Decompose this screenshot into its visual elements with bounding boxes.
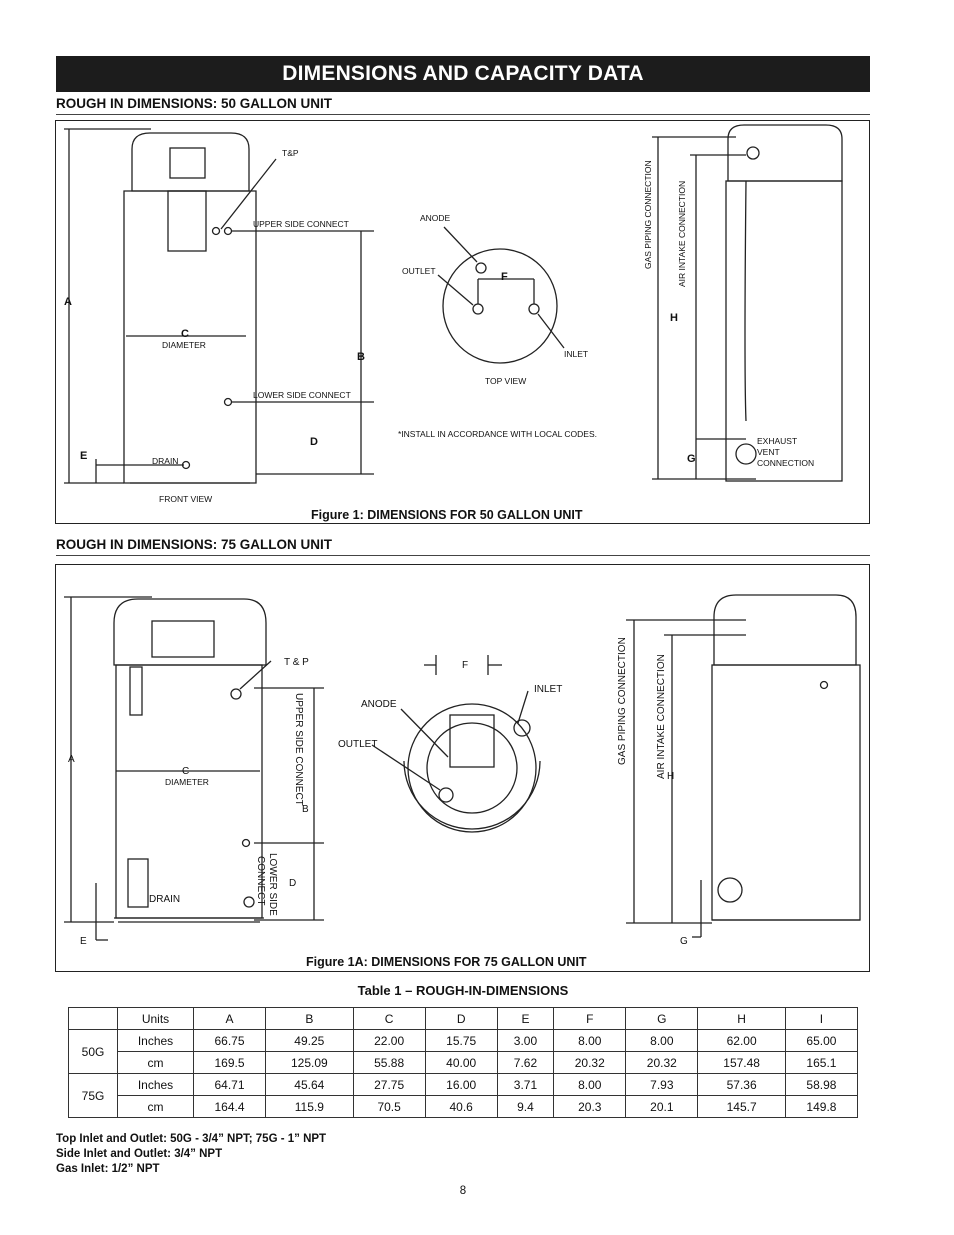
table-cell: 3.00	[497, 1030, 554, 1052]
figure-1a-drawing	[56, 565, 871, 973]
table-cell: 40.00	[425, 1052, 497, 1074]
table-cell: 65.00	[785, 1030, 857, 1052]
table-cell: 7.62	[497, 1052, 554, 1074]
table-cell: 49.25	[266, 1030, 354, 1052]
note-line: Gas Inlet: 1/2” NPT	[56, 1163, 160, 1175]
table-header-cell	[69, 1008, 118, 1030]
table-cell: 66.75	[194, 1030, 266, 1052]
table-cell: 15.75	[425, 1030, 497, 1052]
table-header-cell: E	[497, 1008, 554, 1030]
table-cell: Inches	[118, 1074, 194, 1096]
table-1-title: Table 1 – ROUGH-IN-DIMENSIONS	[357, 983, 569, 998]
table-cell: 20.32	[554, 1052, 626, 1074]
label-tp: T&P	[282, 148, 299, 158]
table-cell: 57.36	[698, 1074, 786, 1096]
table-cell: 164.4	[194, 1096, 266, 1118]
table-cell: cm	[118, 1096, 194, 1118]
table-cell: 45.64	[266, 1074, 354, 1096]
section-rule	[56, 555, 870, 556]
label-dim-e: E	[80, 936, 87, 947]
label-dim-c: C	[182, 766, 190, 777]
table-header-row	[69, 1008, 858, 1030]
table-cell: 9.4	[497, 1096, 554, 1118]
label-dim-g: G	[680, 936, 688, 947]
table-cell: 7.93	[626, 1074, 698, 1096]
label-dim-a: A	[64, 296, 72, 308]
table-cell: 8.00	[626, 1030, 698, 1052]
notes-block	[56, 1132, 326, 1177]
model-cell: 75G	[69, 1074, 118, 1118]
table-header-cell: Units	[118, 1008, 194, 1030]
table-cell: 64.71	[194, 1074, 266, 1096]
label-exhaust-2: VENT	[757, 447, 780, 457]
table-header-cell: A	[194, 1008, 266, 1030]
table-cell: 40.6	[425, 1096, 497, 1118]
label-dim-f: F	[462, 660, 469, 671]
table-cell: 22.00	[353, 1030, 425, 1052]
install-note: *INSTALL IN ACCORDANCE WITH LOCAL CODES.	[398, 429, 597, 439]
figure-1-caption: Figure 1: DIMENSIONS FOR 50 GALLON UNIT	[311, 508, 583, 522]
label-drain: DRAIN	[152, 456, 179, 466]
table-cell: 145.7	[698, 1096, 786, 1118]
label-top-view: TOP VIEW	[485, 376, 527, 386]
table-cell: cm	[118, 1052, 194, 1074]
label-upper-side-connect: UPPER SIDE CONNECT	[293, 693, 304, 806]
label-upper-side-connect: UPPER SIDE CONNECT	[253, 219, 349, 229]
table-cell: 58.98	[785, 1074, 857, 1096]
table-row	[69, 1030, 858, 1052]
label-front-view: FRONT VIEW	[159, 494, 213, 504]
table-cell: 149.8	[785, 1096, 857, 1118]
table-cell: 62.00	[698, 1030, 786, 1052]
table-header-cell: C	[353, 1008, 425, 1030]
table-row	[69, 1052, 858, 1074]
label-exhaust-1: EXHAUST	[757, 436, 798, 446]
table-row	[69, 1096, 858, 1118]
table-cell: 165.1	[785, 1052, 857, 1074]
label-tp: T & P	[284, 657, 309, 668]
label-dim-e: E	[80, 450, 88, 462]
label-lower-side-2: CONNECT	[255, 856, 266, 906]
label-anode: ANODE	[420, 213, 451, 223]
note-line: Top Inlet and Outlet: 50G - 3/4” NPT; 75G - 1” NPT	[56, 1133, 327, 1145]
table-cell: 27.75	[353, 1074, 425, 1096]
table-header-cell: F	[554, 1008, 626, 1030]
table-cell: 169.5	[194, 1052, 266, 1074]
label-gas-piping: GAS PIPING CONNECTION	[643, 160, 653, 269]
label-exhaust-3: CONNECTION	[757, 458, 815, 468]
table-header-cell: G	[626, 1008, 698, 1030]
label-dim-h: H	[667, 771, 675, 782]
table-header-cell: I	[785, 1008, 857, 1030]
model-cell: 50G	[69, 1030, 118, 1074]
label-diameter: DIAMETER	[162, 340, 206, 350]
label-dim-c: C	[181, 328, 189, 340]
label-inlet: INLET	[534, 684, 563, 695]
rough-in-dimensions-table	[68, 1007, 858, 1118]
section-rule	[56, 114, 870, 115]
label-air-intake: AIR INTAKE CONNECTION	[677, 180, 687, 287]
label-air-intake: AIR INTAKE CONNECTION	[656, 654, 667, 779]
table-cell: 157.48	[698, 1052, 786, 1074]
label-dim-b: B	[302, 804, 309, 815]
section-heading-50-gallon: ROUGH IN DIMENSIONS: 50 GALLON UNIT	[56, 96, 333, 111]
table-cell: 125.09	[266, 1052, 354, 1074]
label-outlet: OUTLET	[402, 266, 436, 276]
label-dim-b: B	[357, 351, 365, 363]
label-outlet: OUTLET	[338, 739, 378, 750]
table-cell: 115.9	[266, 1096, 354, 1118]
table-cell: 8.00	[554, 1074, 626, 1096]
label-dim-d: D	[289, 878, 297, 889]
label-dim-a: A	[68, 754, 75, 765]
table-cell: 70.5	[353, 1096, 425, 1118]
note-line: Side Inlet and Outlet: 3/4” NPT	[56, 1148, 223, 1160]
label-inlet: INLET	[564, 349, 589, 359]
table-cell: 8.00	[554, 1030, 626, 1052]
page-title: DIMENSIONS AND CAPACITY DATA	[56, 56, 870, 92]
table-row	[69, 1074, 858, 1096]
label-dim-d: D	[310, 436, 318, 448]
table-header-cell: B	[266, 1008, 354, 1030]
label-gas-piping: GAS PIPING CONNECTION	[617, 637, 628, 765]
figure-1a-caption: Figure 1A: DIMENSIONS FOR 75 GALLON UNIT	[306, 955, 587, 969]
table-header-cell: H	[698, 1008, 786, 1030]
table-cell: 3.71	[497, 1074, 554, 1096]
table-cell: Inches	[118, 1030, 194, 1052]
label-dim-f: F	[501, 271, 508, 283]
figure-1a-75-gallon	[55, 564, 870, 972]
label-anode: ANODE	[361, 699, 397, 710]
label-dim-h: H	[670, 312, 678, 324]
table-cell: 16.00	[425, 1074, 497, 1096]
page-number: 8	[459, 1185, 467, 1197]
table-cell: 20.32	[626, 1052, 698, 1074]
table-cell: 20.3	[554, 1096, 626, 1118]
table-cell: 20.1	[626, 1096, 698, 1118]
section-heading-75-gallon: ROUGH IN DIMENSIONS: 75 GALLON UNIT	[56, 537, 333, 552]
table-cell: 55.88	[353, 1052, 425, 1074]
label-diameter: DIAMETER	[165, 777, 209, 787]
label-lower-side-1: LOWER SIDE	[267, 853, 278, 916]
label-dim-g: G	[687, 453, 696, 465]
figure-1-50-gallon	[55, 120, 870, 524]
label-drain: DRAIN	[149, 894, 181, 905]
label-lower-side-connect: LOWER SIDE CONNECT	[253, 390, 351, 400]
table-header-cell: D	[425, 1008, 497, 1030]
